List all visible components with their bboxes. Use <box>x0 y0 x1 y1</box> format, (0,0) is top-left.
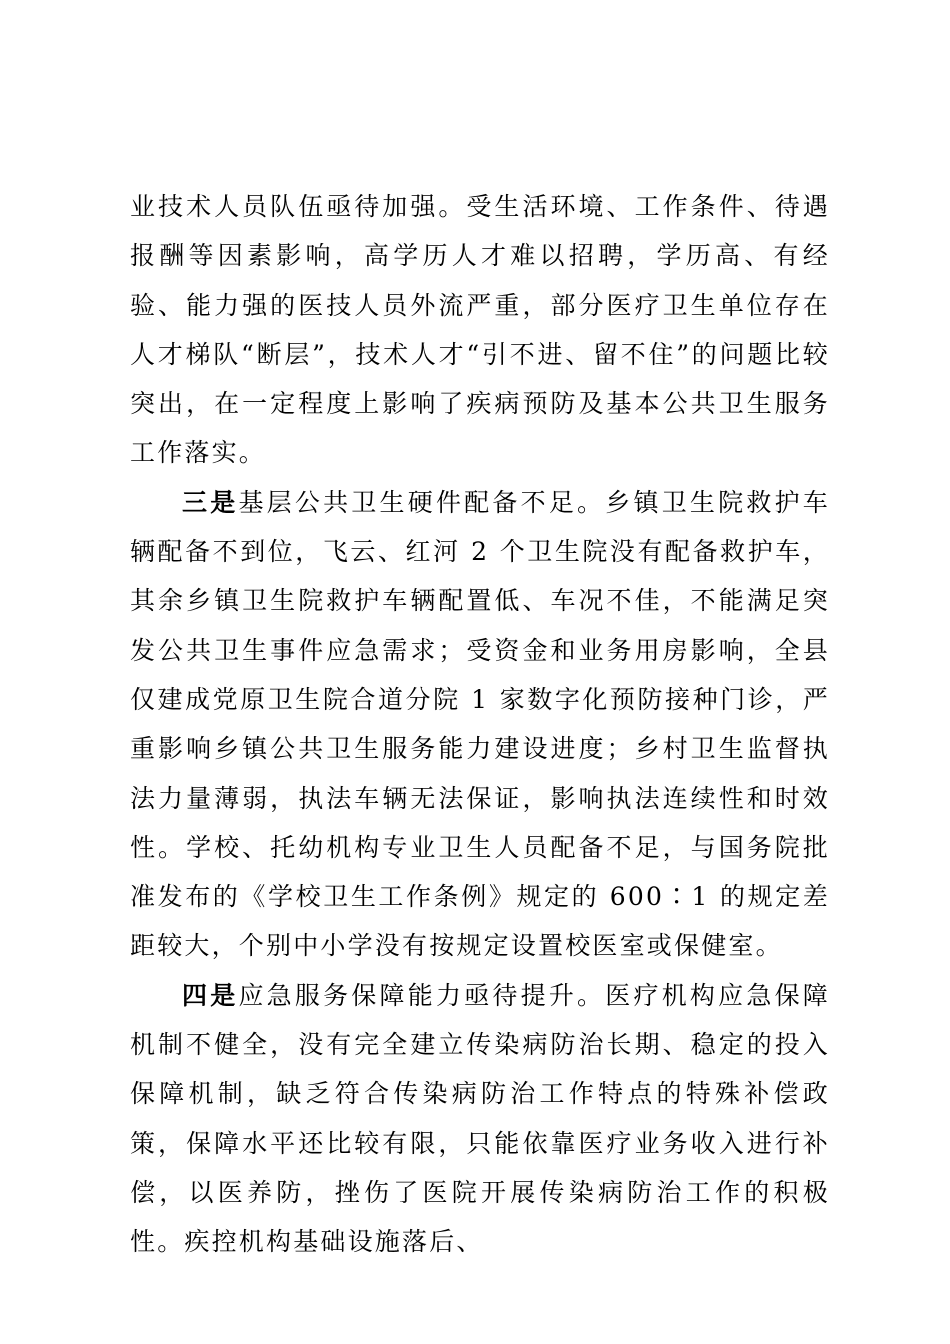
paragraph-lead: 四是 <box>182 980 239 1010</box>
paragraph-text: 应急服务保障能力亟待提升。医疗机构应急保障机制不健全，没有完全建立传染病防治长期、稳定的投入保障机制，缺乏符合传染病防治工作特点的特殊补偿政策，保障水平还比较有限，只能依靠医疗业务收入进行补偿，以医养防，挫伤了医院开展传染病防治工作的积极性。疾控机构基础设施落后、 <box>130 980 830 1257</box>
paragraph-lead: 三是 <box>182 487 239 517</box>
paragraph-point-three <box>130 478 830 971</box>
document-body <box>130 182 830 1267</box>
paragraph-text: 业技术人员队伍亟待加强。受生活环境、工作条件、待遇报酬等因素影响，高学历人才难以招聘，学历高、有经验、能力强的医技人员外流严重，部分医疗卫生单位存在人才梯队“断层”，技术人才“引不进、留不住”的问题比较突出，在一定程度上影响了疾病预防及基本公共卫生服务工作落实。 <box>130 192 830 468</box>
paragraph-text: 基层公共卫生硬件配备不足。乡镇卫生院救护车辆配备不到位，飞云、红河 2 个卫生院没有配备救护车，其余乡镇卫生院救护车辆配置低、车况不佳，不能满足突发公共卫生事件应急需求；受资金和业务用房影响，全县仅建成党原卫生院合道分院 1 家数字化预防接种门诊，严重影响乡镇公共卫生服务能力建设进度；乡村卫生监督执法力量薄弱，执法车辆无法保证，影响执法连续性和时效性。学校、托幼机构专业卫生人员配备不足，与国务院批准发布的《学校卫生工作条例》规定的 600∶1 的规定差距较大，个别中小学没有按规定设置校医室或保健室。 <box>130 487 830 961</box>
paragraph-point-four <box>130 971 830 1267</box>
paragraph-continued <box>130 182 830 478</box>
